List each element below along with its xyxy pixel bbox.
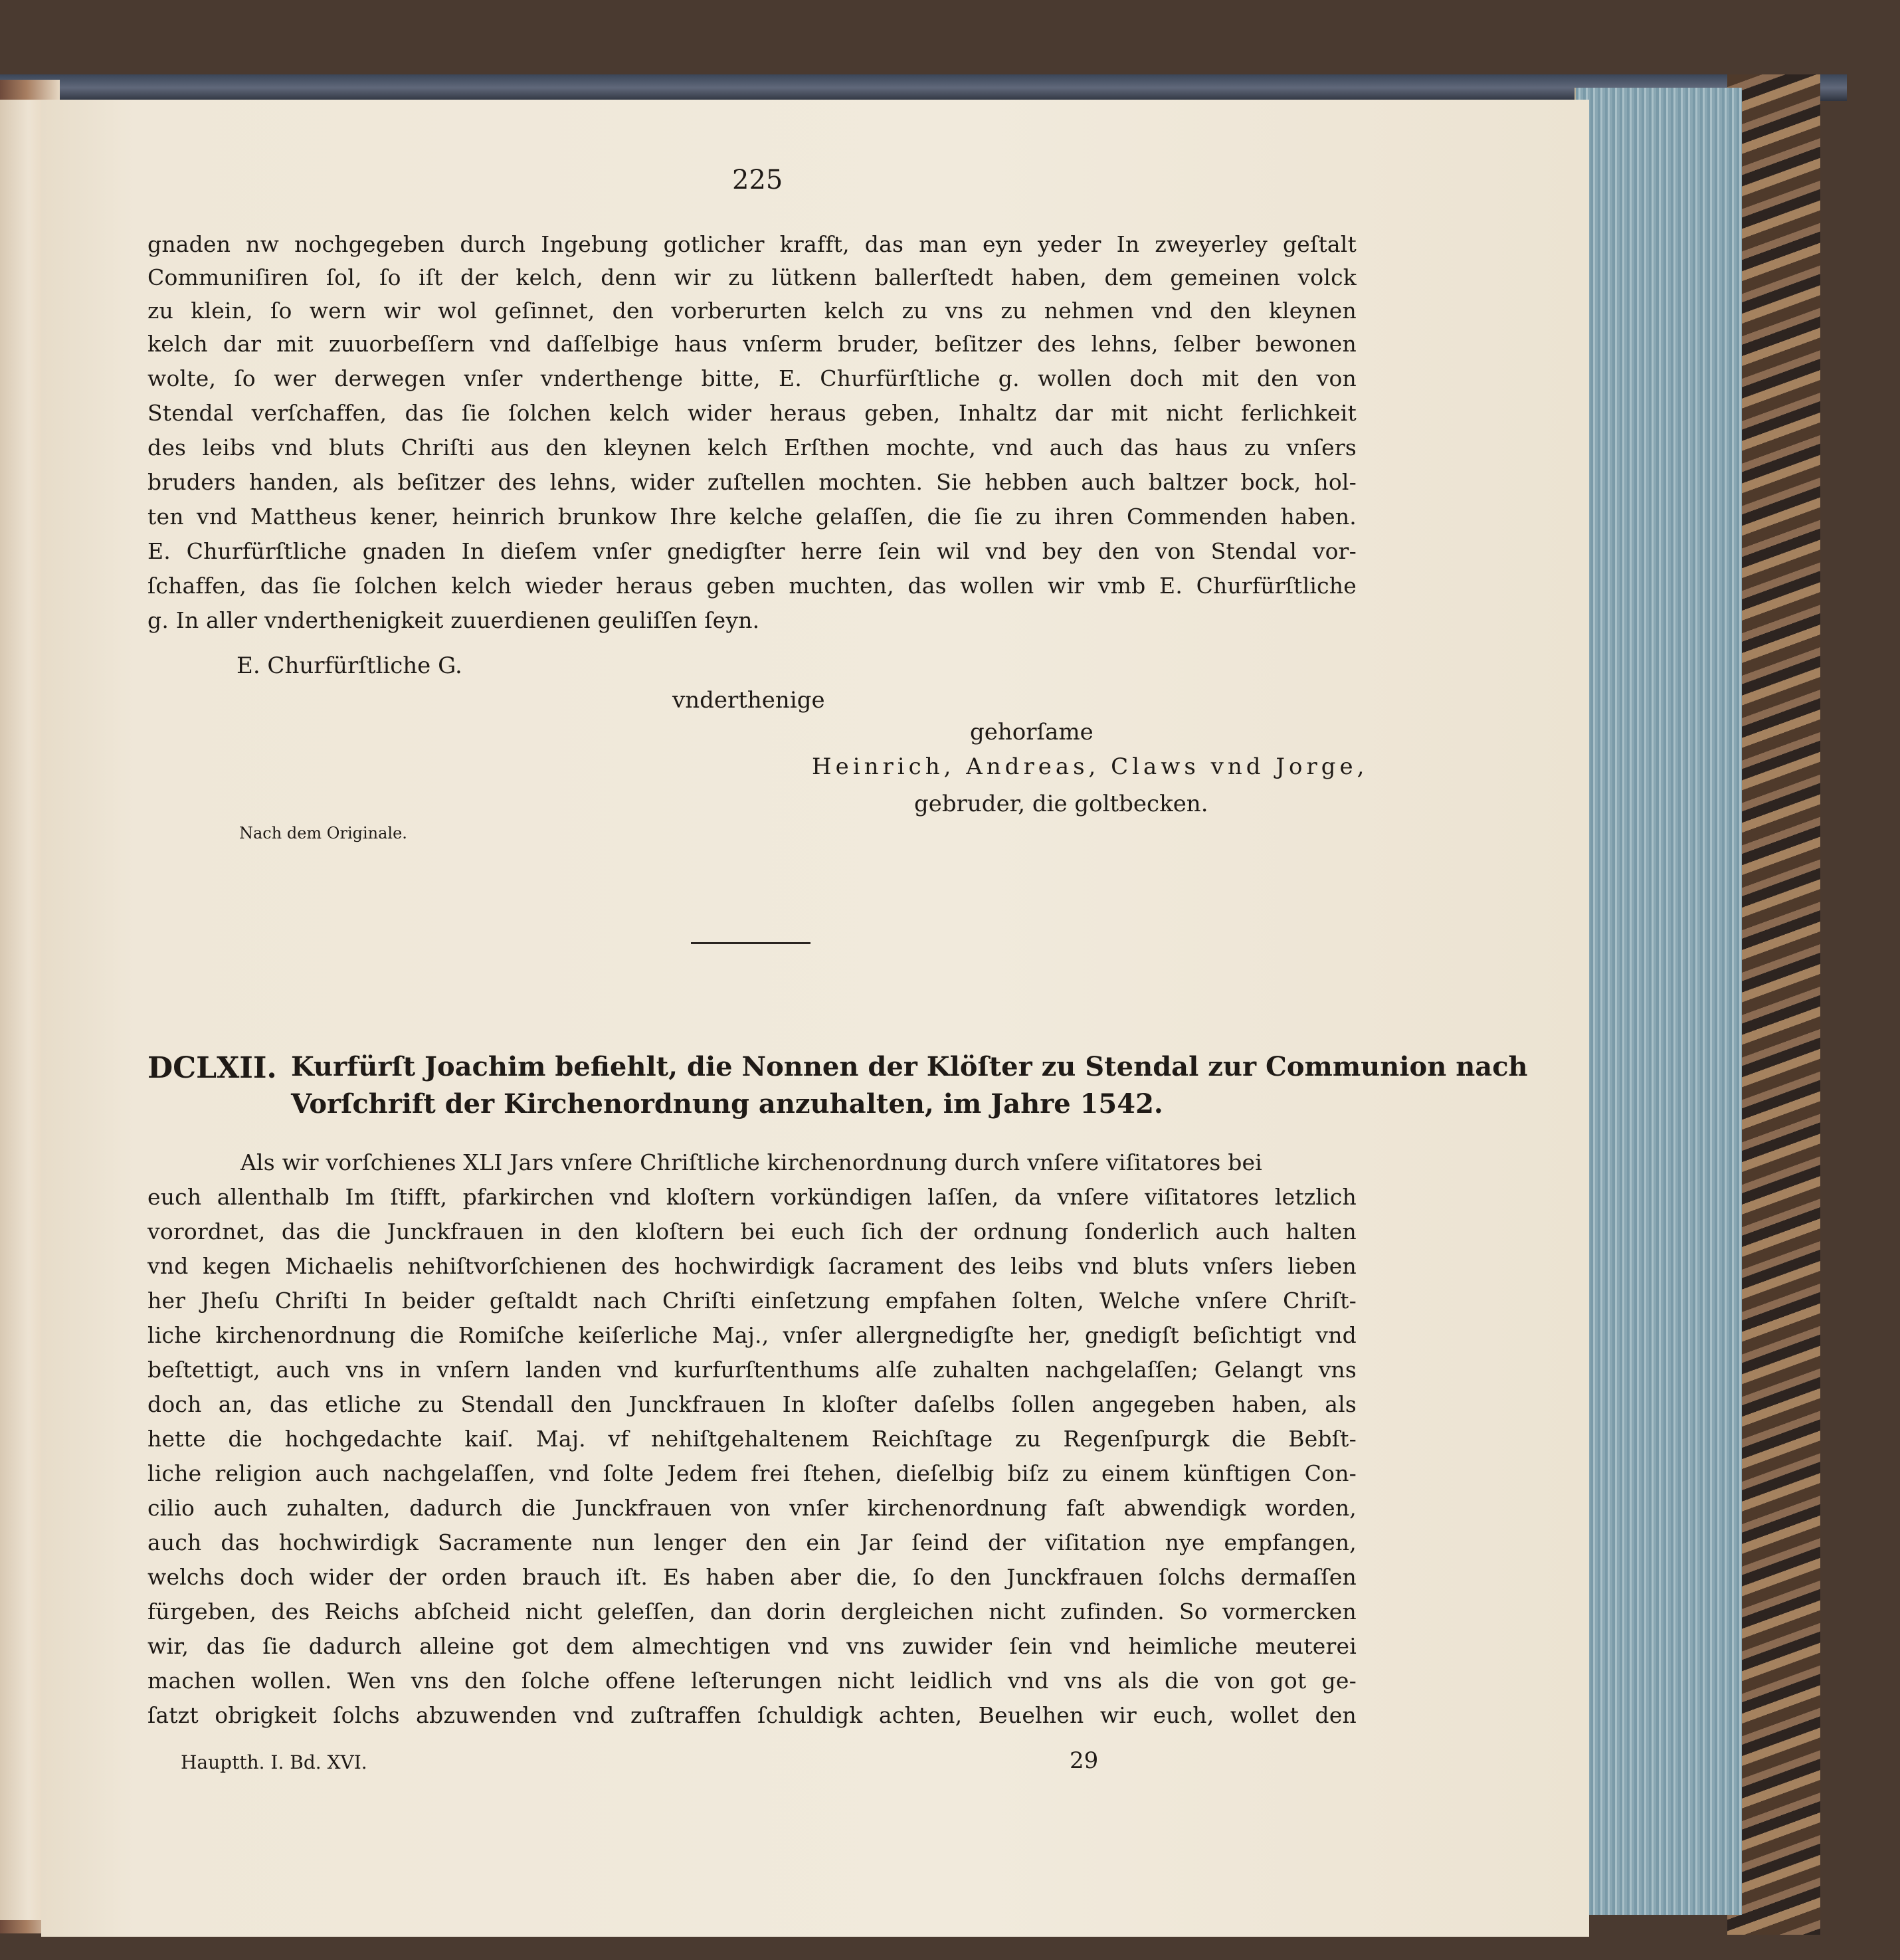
source-note: Nach dem Originale. bbox=[239, 824, 407, 842]
letter-line: gnaden nw nochgegeben durch Ingebung gotlicher krafft, das man eyn yeder In zweyerley geſtalt bbox=[147, 231, 1357, 257]
letter-line: wolte, ſo wer derwegen vnſer vnderthenge bitte, E. Churfürſtliche g. wollen doch mit den von bbox=[147, 365, 1357, 391]
page-block-edge bbox=[1574, 88, 1742, 1915]
section-numeral: DCLXII. bbox=[147, 1051, 277, 1085]
signature-line-2: gehorſame bbox=[970, 719, 1093, 745]
letter-line: des leibs vnd bluts Chriſti aus den kleynen kelch Erſthen mochte, vnd auch das haus zu vnſers bbox=[147, 435, 1357, 460]
signature-line-3: Heinrich, Andreas, Claws vnd Jorge, bbox=[812, 753, 1369, 780]
letter-line: E. Churfürſtliche gnaden In dieſem vnſer gnedigſter herre ſein wil vnd bey den von Stendal vor- bbox=[147, 538, 1357, 564]
section-line: vorordnet, das die Junckfrauen in den kloſtern bei euch ſich der ordnung ſonderlich auch halten bbox=[147, 1219, 1357, 1244]
section-line: liche religion auch nachgelaſſen, vnd ſolte Jedem frei ſtehen, dieſelbig biſz zu einem künftigen Con- bbox=[147, 1460, 1357, 1486]
section-line: her Jheſu Chriſti In beider geſtaldt nach Chriſti einſetzung empfahen ſolten, Welche vnſere Chriſt- bbox=[147, 1288, 1357, 1314]
letter-line: Stendal verſchaffen, das ſie ſolchen kelch wider heraus geben, Inhaltz dar mit nicht ferlichkeit bbox=[147, 400, 1357, 426]
section-line: doch an, das etliche zu Stendall den Junckfrauen In kloſter daſelbs ſollen angegeben haben, als bbox=[147, 1391, 1357, 1417]
section-line: cilio auch zuhalten, dadurch die Junckfrauen von vnſer kirchenordnung faſt abwendigk worden, bbox=[147, 1495, 1357, 1521]
letter-line: Communiſiren ſol, ſo iſt der kelch, denn wir zu lütkenn ballerſtedt haben, dem gemeinen volck bbox=[147, 264, 1357, 290]
section-line: beſtettigt, auch vns in vnſern landen vnd kurfurſtenthums alſe zuhalten nachgelaſſen; Gelangt vns bbox=[147, 1357, 1357, 1383]
letter-line: ten vnd Mattheus kener, heinrich brunkow Ihre kelche gelaſſen, die ſie zu ihren Commenden haben. bbox=[147, 504, 1357, 530]
book-binding-top bbox=[0, 74, 1847, 101]
signature-line-1: vnderthenige bbox=[672, 687, 825, 714]
section-line: wir, das ſie dadurch alleine got dem almechtigen vnd vns zuwider ſein vnd heimliche meuterei bbox=[147, 1633, 1357, 1659]
signature-line-4: gebruder, die goltbecken. bbox=[914, 791, 1208, 817]
section-line: auch das hochwirdigk Sacramente nun lenger den ein Jar ſeind der viſitation nye empfangen, bbox=[147, 1529, 1357, 1555]
letter-closing: E. Churfürſtliche G. bbox=[237, 652, 462, 679]
section-line: Als wir vorſchienes XLI Jars vnſere Chriſtliche kirchenordnung durch vnſere viſitatores bei bbox=[240, 1149, 1263, 1175]
letter-line: bruders handen, als beſitzer des lehns, wider zuſtellen mochten. Sie hebben auch baltzer bock, hol- bbox=[147, 469, 1357, 495]
section-line: euch allenthalb Im ſtifft, pfarkirchen vnd kloſtern vorkündigen laſſen, da vnſere viſitatores letzlich bbox=[147, 1184, 1357, 1210]
section-title-line-2: Vorſchrift der Kirchenordnung anzuhalten, im Jahre 1542. bbox=[291, 1088, 1163, 1120]
facing-page-edge bbox=[0, 100, 41, 1920]
section-line: vnd kegen Michaelis nehiſtvorſchienen des hochwirdigk ſacrament des leibs vnd bluts vnſers lieben bbox=[147, 1253, 1357, 1279]
section-title-line-1: Kurfürſt Joachim befiehlt, die Nonnen der Klöſter zu Stendal zur Communion nach bbox=[291, 1051, 1528, 1082]
letter-line: kelch dar mit zuuorbeſſern vnd daſſelbige haus vnſerm bruder, beſitzer des lehns, ſelber bewonen bbox=[147, 331, 1357, 357]
section-line: welchs doch wider der orden brauch iſt. Es haben aber die, ſo den Junckfrauen ſolchs dermaſſen bbox=[147, 1564, 1357, 1590]
section-line: liche kirchenordnung die Romiſche keiſerliche Maj., vnſer allergnedigſte her, gnedigſt beſichtigt vnd bbox=[147, 1322, 1357, 1348]
letter-last-line: g. In aller vnderthenigkeit zuuerdienen geuliſſen ſeyn. bbox=[147, 607, 760, 633]
letter-line: zu klein, ſo wern wir wol geſinnet, den vorberurten kelch zu vns zu nehmen vnd den kleynen bbox=[147, 298, 1357, 324]
section-line: ſatzt obrigkeit ſolchs abzuwenden vnd zuſtraffen ſchuldigk achten, Beuelhen wir euch, wollet den bbox=[147, 1702, 1357, 1728]
sheet-number: 29 bbox=[1070, 1747, 1099, 1774]
signature-mark: Hauptth. I. Bd. XVI. bbox=[181, 1751, 367, 1773]
section-divider bbox=[691, 942, 810, 944]
page-number: 225 bbox=[732, 165, 783, 195]
section-line: machen wollen. Wen vns den ſolche offene leſterungen nicht leidlich vnd vns als die von got ge- bbox=[147, 1668, 1357, 1694]
letter-line: ſchaffen, das ſie ſolchen kelch wieder heraus geben muchten, das wollen wir vmb E. Churfürſtliche bbox=[147, 573, 1357, 599]
section-line: fürgeben, des Reichs abſcheid nicht geleſſen, dan dorin dergleichen nicht zufinden. So vormercken bbox=[147, 1599, 1357, 1624]
section-line: hette die hochgedachte kaiſ. Maj. vf nehiſtgehaltenem Reichſtage zu Regenſpurgk die Bebſt- bbox=[147, 1426, 1357, 1452]
